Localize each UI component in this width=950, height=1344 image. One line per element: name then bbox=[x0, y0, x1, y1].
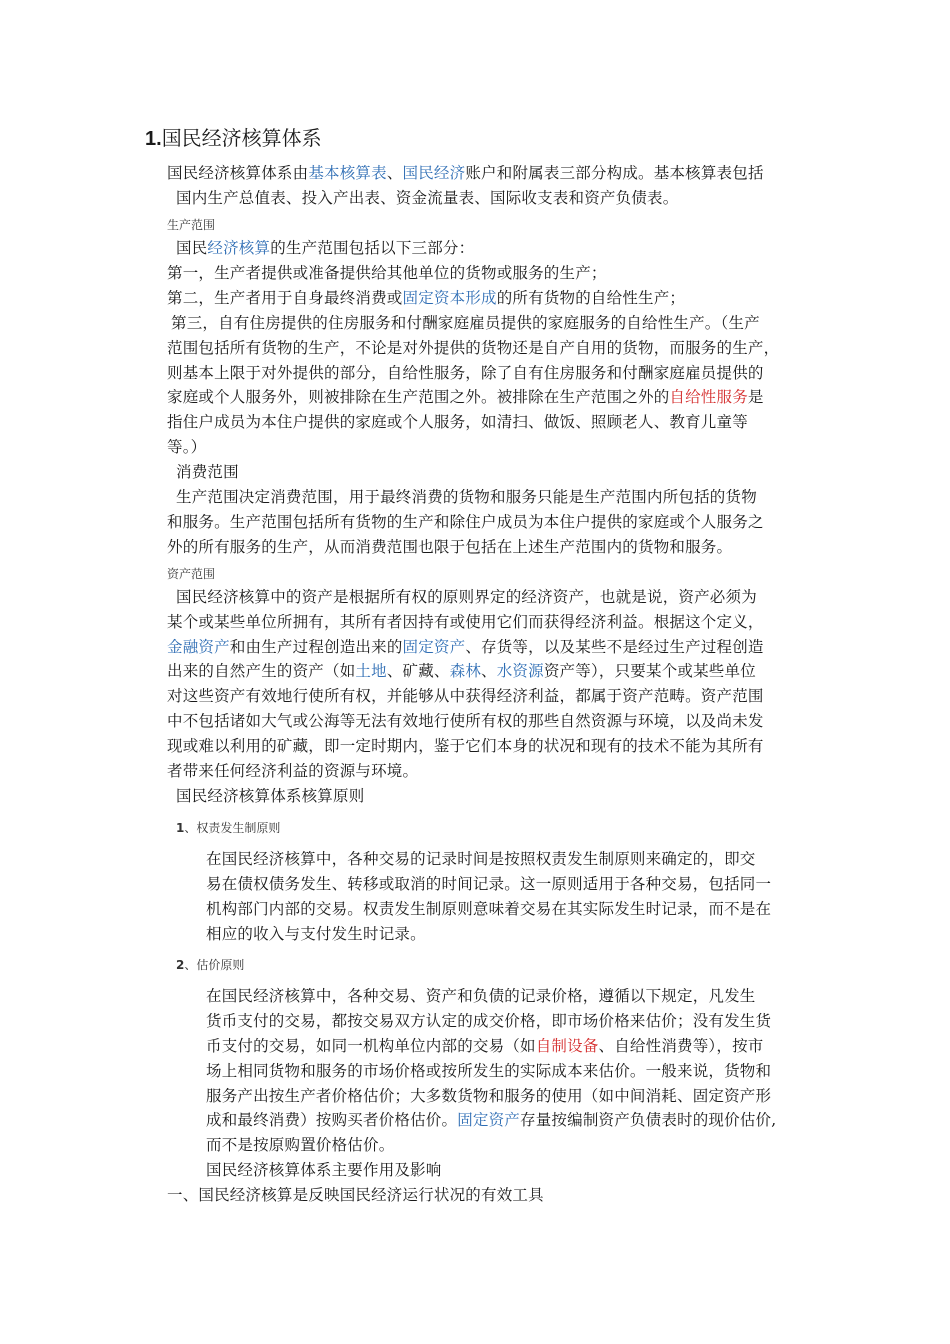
subheading-valuation-principle: 2、估价原则 bbox=[176, 958, 245, 972]
p4-line4: 出来的自然产生的资产（如土地、矿藏、森林、水资源资产等），只要某个或某些单位 bbox=[167, 662, 756, 680]
p2-line8: 指住户成员为本住户提供的家庭或个人服务，如清扫、做饭、照顾老人、教育儿童等 bbox=[167, 413, 748, 431]
title-text: 国民经济核算体系 bbox=[161, 126, 322, 150]
p4-line2: 某个或某些单位所拥有，其所有者因持有或使用它们而获得经济利益。根据这个定义， bbox=[167, 613, 764, 631]
link-financial-assets[interactable]: 金融资产 bbox=[167, 638, 230, 656]
p2-line7: 家庭或个人服务外，则被排除在生产范围之外。被排除在生产范围之外的自给性服务是 bbox=[167, 388, 764, 406]
p3-line3: 外的所有服务的生产，从而消费范围也限于包括在上述生产范围内的货物和服务。 bbox=[167, 538, 733, 556]
heading-accounting-principles: 国民经济核算体系核算原则 bbox=[176, 787, 365, 805]
p5-line3: 机构部门内部的交易。权责发生制原则意味着交易在其实际发生时记录，而不是在 bbox=[206, 900, 772, 918]
link-basic-accounting-tables[interactable]: 基本核算表 bbox=[308, 164, 387, 182]
p2-line4: 第三，自有住房提供的住房服务和付酬家庭雇员提供的家庭服务的自给性生产。（生产 bbox=[171, 314, 760, 332]
heading-asset-scope: 资产范围 bbox=[167, 567, 216, 581]
link-fixed-capital-formation[interactable]: 固定资本形成 bbox=[402, 289, 497, 307]
page-title bbox=[145, 124, 322, 153]
p2-line9: 等。） bbox=[167, 438, 207, 456]
link-national-economy[interactable]: 国民经济 bbox=[402, 164, 466, 182]
link-economic-accounting[interactable]: 经济核算 bbox=[207, 239, 271, 257]
link-fixed-assets[interactable]: 固定资产 bbox=[402, 638, 466, 656]
p6-line3: 币支付的交易，如同一机构单位内部的交易（如自制设备、自给性消费等），按市 bbox=[206, 1037, 764, 1055]
p3-line1: 生产范围决定消费范围，用于最终消费的货物和服务只能是生产范围内所包括的货物 bbox=[176, 488, 757, 506]
p4-line3: 金融资产和由生产过程创造出来的固定资产、存货等，以及某些不是经过生产过程创造 bbox=[167, 638, 764, 656]
link-self-sufficient-services[interactable]: 自给性服务 bbox=[669, 388, 748, 406]
heading-production-scope: 生产范围 bbox=[167, 218, 216, 232]
p1-line2: 国内生产总值表、投入产出表、资金流量表、国际收支表和资产负债表。 bbox=[176, 189, 679, 207]
p4-line6: 中不包括诸如大气或公海等无法有效地行使所有权的那些自然资源与环境，以及尚未发 bbox=[167, 712, 764, 730]
p5-line4: 相应的收入与支付发生时记录。 bbox=[206, 925, 426, 943]
link-self-made-equipment[interactable]: 自制设备 bbox=[535, 1037, 599, 1055]
link-land[interactable]: 土地 bbox=[355, 662, 387, 680]
p4-line5: 对这些资产有效地行使所有权，并能够从中获得经济利益，都属于资产范畴。资产范围 bbox=[167, 687, 764, 705]
subheading-accrual-principle: 1、权责发生制原则 bbox=[176, 821, 281, 835]
p2-line3: 第二，生产者用于自身最终消费或固定资本形成的所有货物的自给性生产； bbox=[167, 289, 686, 307]
p2-line6: 则基本上限于对外提供的部分，自给性服务，除了自有住房服务和付酬家庭雇员提供的 bbox=[167, 364, 764, 382]
p4-line1: 国民经济核算中的资产是根据所有权的原则界定的经济资产，也就是说，资产必须为 bbox=[176, 588, 757, 606]
title-number: 1. bbox=[145, 128, 162, 150]
heading-consumption-scope: 消费范围 bbox=[176, 463, 239, 481]
p6-line6: 成和最终消费）按购买者价格估价。固定资产存量按编制资产负债表时的现价估价, bbox=[206, 1111, 777, 1129]
p3-line2: 和服务。生产范围包括所有货物的生产和除住户成员为本住户提供的家庭或个人服务之 bbox=[167, 513, 764, 531]
heading-main-roles: 国民经济核算体系主要作用及影响 bbox=[206, 1161, 442, 1179]
p2-line1: 国民经济核算的生产范围包括以下三部分： bbox=[176, 239, 475, 257]
p6-line7: 而不是按原购置价格估价。 bbox=[206, 1136, 395, 1154]
link-forest[interactable]: 森林 bbox=[449, 662, 482, 680]
link-water-resources[interactable]: 水资源 bbox=[496, 662, 544, 680]
p7-line1: 一、国民经济核算是反映国民经济运行状况的有效工具 bbox=[167, 1186, 544, 1204]
p5-line2: 易在债权债务发生、转移或取消的时间记录。这一原则适用于各种交易，包括同一 bbox=[206, 875, 772, 893]
p6-line4: 场上相同货物和服务的市场价格或按所发生的实际成本来估价。一般来说，货物和 bbox=[206, 1062, 772, 1080]
p6-line1: 在国民经济核算中，各种交易、资产和负债的记录价格，遵循以下规定，凡发生 bbox=[206, 987, 756, 1005]
p4-line7: 现或难以利用的矿藏，即一定时期内，鉴于它们本身的状况和现有的技术不能为其所有 bbox=[167, 737, 764, 755]
p6-line2: 货币支付的交易，都按交易双方认定的成交价格，即市场价格来估价；没有发生货 bbox=[206, 1012, 772, 1030]
p5-line1: 在国民经济核算中，各种交易的记录时间是按照权责发生制原则来确定的，即交 bbox=[206, 850, 756, 868]
p6-line5: 服务产出按生产者价格估价；大多数货物和服务的使用（如中间消耗、固定资产形 bbox=[206, 1087, 772, 1105]
p1-line1: 国民经济核算体系由基本核算表、国民经济账户和附属表三部分构成。基本核算表包括 bbox=[167, 164, 764, 182]
link-fixed-assets-2[interactable]: 固定资产 bbox=[457, 1111, 521, 1129]
p2-line2: 第一，生产者提供或准备提供给其他单位的货物或服务的生产； bbox=[167, 264, 607, 282]
p4-line8: 者带来任何经济利益的资源与环境。 bbox=[167, 762, 419, 780]
p2-line5: 范围包括所有货物的生产，不论是对外提供的货物还是自产自用的货物，而服务的生产， bbox=[167, 339, 780, 357]
